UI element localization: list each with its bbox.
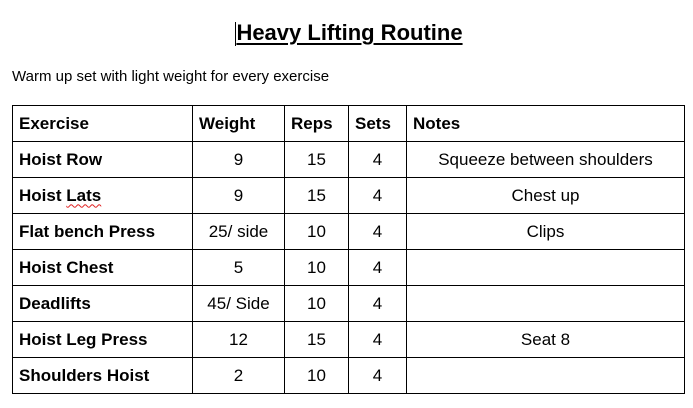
cell-exercise[interactable]: Deadlifts <box>13 286 193 322</box>
cell-notes[interactable] <box>407 358 685 394</box>
table-row <box>13 322 685 358</box>
cell-exercise[interactable] <box>13 178 193 214</box>
cell-weight[interactable]: 5 <box>193 250 285 286</box>
header-sets[interactable]: Sets <box>349 106 407 142</box>
exercise-prefix: Hoist <box>19 185 67 205</box>
table-row <box>13 358 685 394</box>
cell-weight[interactable]: 9 <box>193 178 285 214</box>
cell-exercise[interactable]: Shoulders Hoist <box>13 358 193 394</box>
routine-table <box>12 105 685 394</box>
cell-exercise[interactable]: Flat bench Press <box>13 214 193 250</box>
cell-notes[interactable]: Chest up <box>407 178 685 214</box>
title-container <box>0 20 693 46</box>
table-row <box>13 214 685 250</box>
cell-reps[interactable]: 15 <box>285 142 349 178</box>
cell-reps[interactable]: 10 <box>285 358 349 394</box>
header-exercise[interactable]: Exercise <box>13 106 193 142</box>
cell-weight[interactable]: 2 <box>193 358 285 394</box>
header-reps[interactable]: Reps <box>285 106 349 142</box>
cell-exercise[interactable]: Hoist Row <box>13 142 193 178</box>
cell-weight[interactable]: 45/ Side <box>193 286 285 322</box>
table-row <box>13 142 685 178</box>
cell-notes[interactable] <box>407 250 685 286</box>
cell-sets[interactable]: 4 <box>349 358 407 394</box>
cell-reps[interactable]: 10 <box>285 214 349 250</box>
cell-sets[interactable]: 4 <box>349 286 407 322</box>
cell-reps[interactable]: 10 <box>285 286 349 322</box>
spellcheck-flagged-word[interactable]: Lats <box>66 185 102 205</box>
page-title[interactable] <box>236 20 462 46</box>
warmup-note[interactable]: Warm up set with light weight for every exercise <box>12 68 330 85</box>
cell-reps[interactable]: 15 <box>285 178 349 214</box>
cell-notes[interactable]: Squeeze between shoulders <box>407 142 685 178</box>
cell-weight[interactable]: 9 <box>193 142 285 178</box>
cell-reps[interactable]: 10 <box>285 250 349 286</box>
cell-sets[interactable]: 4 <box>349 322 407 358</box>
header-weight[interactable]: Weight <box>193 106 285 142</box>
cell-notes[interactable]: Seat 8 <box>407 322 685 358</box>
page-title-text[interactable]: Heavy Lifting Routine <box>236 20 463 45</box>
cell-exercise[interactable]: Hoist Chest <box>13 250 193 286</box>
cell-sets[interactable]: 4 <box>349 250 407 286</box>
cell-weight[interactable]: 12 <box>193 322 285 358</box>
table-header-row <box>13 106 685 142</box>
cell-weight[interactable]: 25/ side <box>193 214 285 250</box>
text-cursor <box>235 22 236 46</box>
cell-sets[interactable]: 4 <box>349 142 407 178</box>
table-row <box>13 178 685 214</box>
cell-notes[interactable] <box>407 286 685 322</box>
cell-sets[interactable]: 4 <box>349 178 407 214</box>
cell-reps[interactable]: 15 <box>285 322 349 358</box>
table-row <box>13 286 685 322</box>
cell-notes[interactable]: Clips <box>407 214 685 250</box>
header-notes[interactable]: Notes <box>407 106 685 142</box>
cell-sets[interactable]: 4 <box>349 214 407 250</box>
table-row <box>13 250 685 286</box>
cell-exercise[interactable]: Hoist Leg Press <box>13 322 193 358</box>
